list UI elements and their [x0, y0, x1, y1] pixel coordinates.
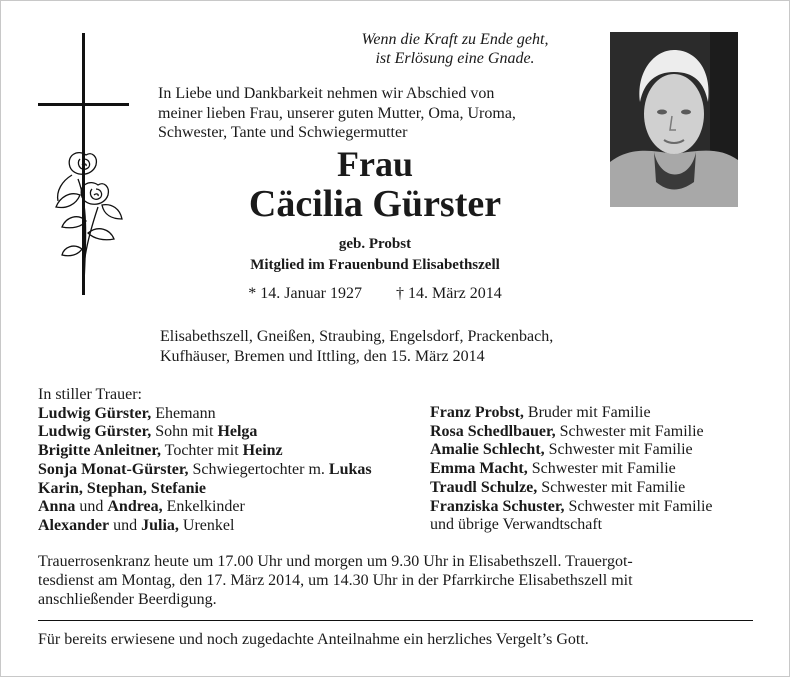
- mourner-name: Ludwig Gürster,: [38, 423, 152, 441]
- mourner-relation: und: [109, 516, 142, 534]
- mourner-relation: und: [75, 498, 108, 516]
- mourner-relation: Sohn mit: [151, 423, 218, 441]
- mourner-entry: [38, 423, 428, 442]
- mourner-name: Amalie Schlecht,: [430, 441, 545, 459]
- mourner-name: Franziska Schuster,: [430, 497, 565, 515]
- mourner-relation: Schwester mit Familie: [537, 478, 686, 496]
- mourner-relation: Tochter mit: [160, 442, 243, 460]
- life-dates: [170, 284, 580, 304]
- mourners-heading: In stiller Trauer:: [38, 386, 142, 403]
- maiden-name: geb. Probst: [338, 236, 412, 252]
- mourner-entry: [430, 479, 760, 498]
- mourner-relation: Schwiegertochter m.: [188, 460, 329, 478]
- motto-line-1: Wenn die Kraft zu Ende geht,: [361, 31, 549, 48]
- mourner-name: Traudl Schulze,: [430, 478, 538, 496]
- motto-line-2: ist Erlösung eine Gnade.: [375, 50, 535, 67]
- service-notice: [38, 552, 753, 609]
- mourner-relation: Schwester mit Familie: [544, 441, 693, 459]
- mourner-name: Alexander: [38, 516, 110, 534]
- notice-line-3: anschließender Beerdigung.: [38, 591, 217, 608]
- roses-icon: [52, 145, 130, 285]
- mourner-entry: [38, 442, 428, 461]
- places-and-date: [160, 327, 680, 366]
- mourners-left: [38, 386, 428, 536]
- mourner-name: Karin, Stephan, Stefanie: [38, 479, 207, 497]
- birth-date: * 14. Januar 1927: [248, 285, 362, 302]
- mourner-relation: Ehemann: [151, 404, 216, 422]
- mourner-name: Andrea,: [107, 498, 163, 516]
- mourner-entry: [430, 498, 760, 517]
- death-date: † 14. März 2014: [396, 285, 502, 302]
- mourners-right: [430, 404, 760, 535]
- mourner-entry: [430, 441, 760, 460]
- intro-text: [158, 84, 608, 143]
- mourner-relation: und übrige Verwandtschaft: [430, 516, 603, 534]
- mourner-entry: [38, 517, 428, 536]
- divider: [38, 620, 753, 621]
- mourner-name: Franz Probst,: [430, 404, 524, 421]
- thanks-text: Für bereits erwiesene und noch zugedachte Anteilnahme ein herzliches Vergelt’s Gott.: [38, 631, 589, 648]
- mourner-name: Heinz: [242, 442, 283, 460]
- places-line-2: Kufhäuser, Bremen und Ittling, den 15. März 2014: [160, 347, 485, 365]
- intro-line-3: Schwester, Tante und Schwiegermutter: [158, 124, 408, 141]
- motto: [330, 30, 580, 68]
- mourner-name: Ludwig Gürster,: [38, 404, 152, 422]
- deceased-block: [170, 145, 580, 304]
- mourner-entry: [38, 405, 428, 424]
- portrait-photo: [610, 32, 738, 207]
- mourner-entry: [430, 516, 760, 535]
- mourner-name: Anna: [38, 498, 76, 516]
- mourner-relation: Bruder mit Familie: [523, 404, 651, 421]
- mourner-relation: Enkelkinder: [162, 498, 245, 516]
- mourner-name: Sonja Monat-Gürster,: [38, 460, 189, 478]
- notice-line-2: tesdienst am Montag, den 17. März 2014, um 14.30 Uhr in der Pfarrkirche Elisabethszell mit: [38, 572, 633, 589]
- intro-line-1: In Liebe und Dankbarkeit nehmen wir Abschied von: [158, 85, 495, 102]
- mourner-name: Julia,: [141, 516, 179, 534]
- mourner-entry: [430, 423, 760, 442]
- mourner-name: Emma Macht,: [430, 460, 528, 478]
- deceased-title: Frau: [337, 144, 413, 184]
- mourner-relation: Schwester mit Familie: [527, 460, 676, 478]
- cross-icon-horizontal: [38, 103, 129, 106]
- deceased-name: Cäcilia Gürster: [248, 183, 502, 225]
- portrait-icon: [610, 32, 738, 207]
- mourner-relation: Urenkel: [178, 516, 235, 534]
- mourner-entry: [38, 461, 428, 480]
- mourner-name: Rosa Schedlbauer,: [430, 422, 556, 440]
- membership: Mitglied im Frauenbund Elisabethszell: [250, 257, 500, 273]
- mourner-entry: [38, 498, 428, 517]
- mourner-entry: [430, 460, 760, 479]
- mourner-name: Lukas: [328, 460, 372, 478]
- mourner-relation: Schwester mit Familie: [564, 497, 713, 515]
- places-line-1: Elisabethszell, Gneißen, Straubing, Engelsdorf, Prackenbach,: [160, 328, 554, 345]
- intro-line-2: meiner lieben Frau, unserer guten Mutter, Oma, Uroma,: [158, 104, 516, 122]
- mourner-name: Helga: [217, 423, 258, 441]
- mourner-name: Brigitte Anleitner,: [38, 442, 161, 460]
- mourner-entry: [38, 480, 428, 499]
- notice-line-1: Trauerrosenkranz heute um 17.00 Uhr und morgen um 9.30 Uhr in Elisabethszell. Trauergot-: [38, 553, 633, 570]
- mourner-relation: Schwester mit Familie: [555, 422, 704, 440]
- mourner-entry: [430, 404, 760, 423]
